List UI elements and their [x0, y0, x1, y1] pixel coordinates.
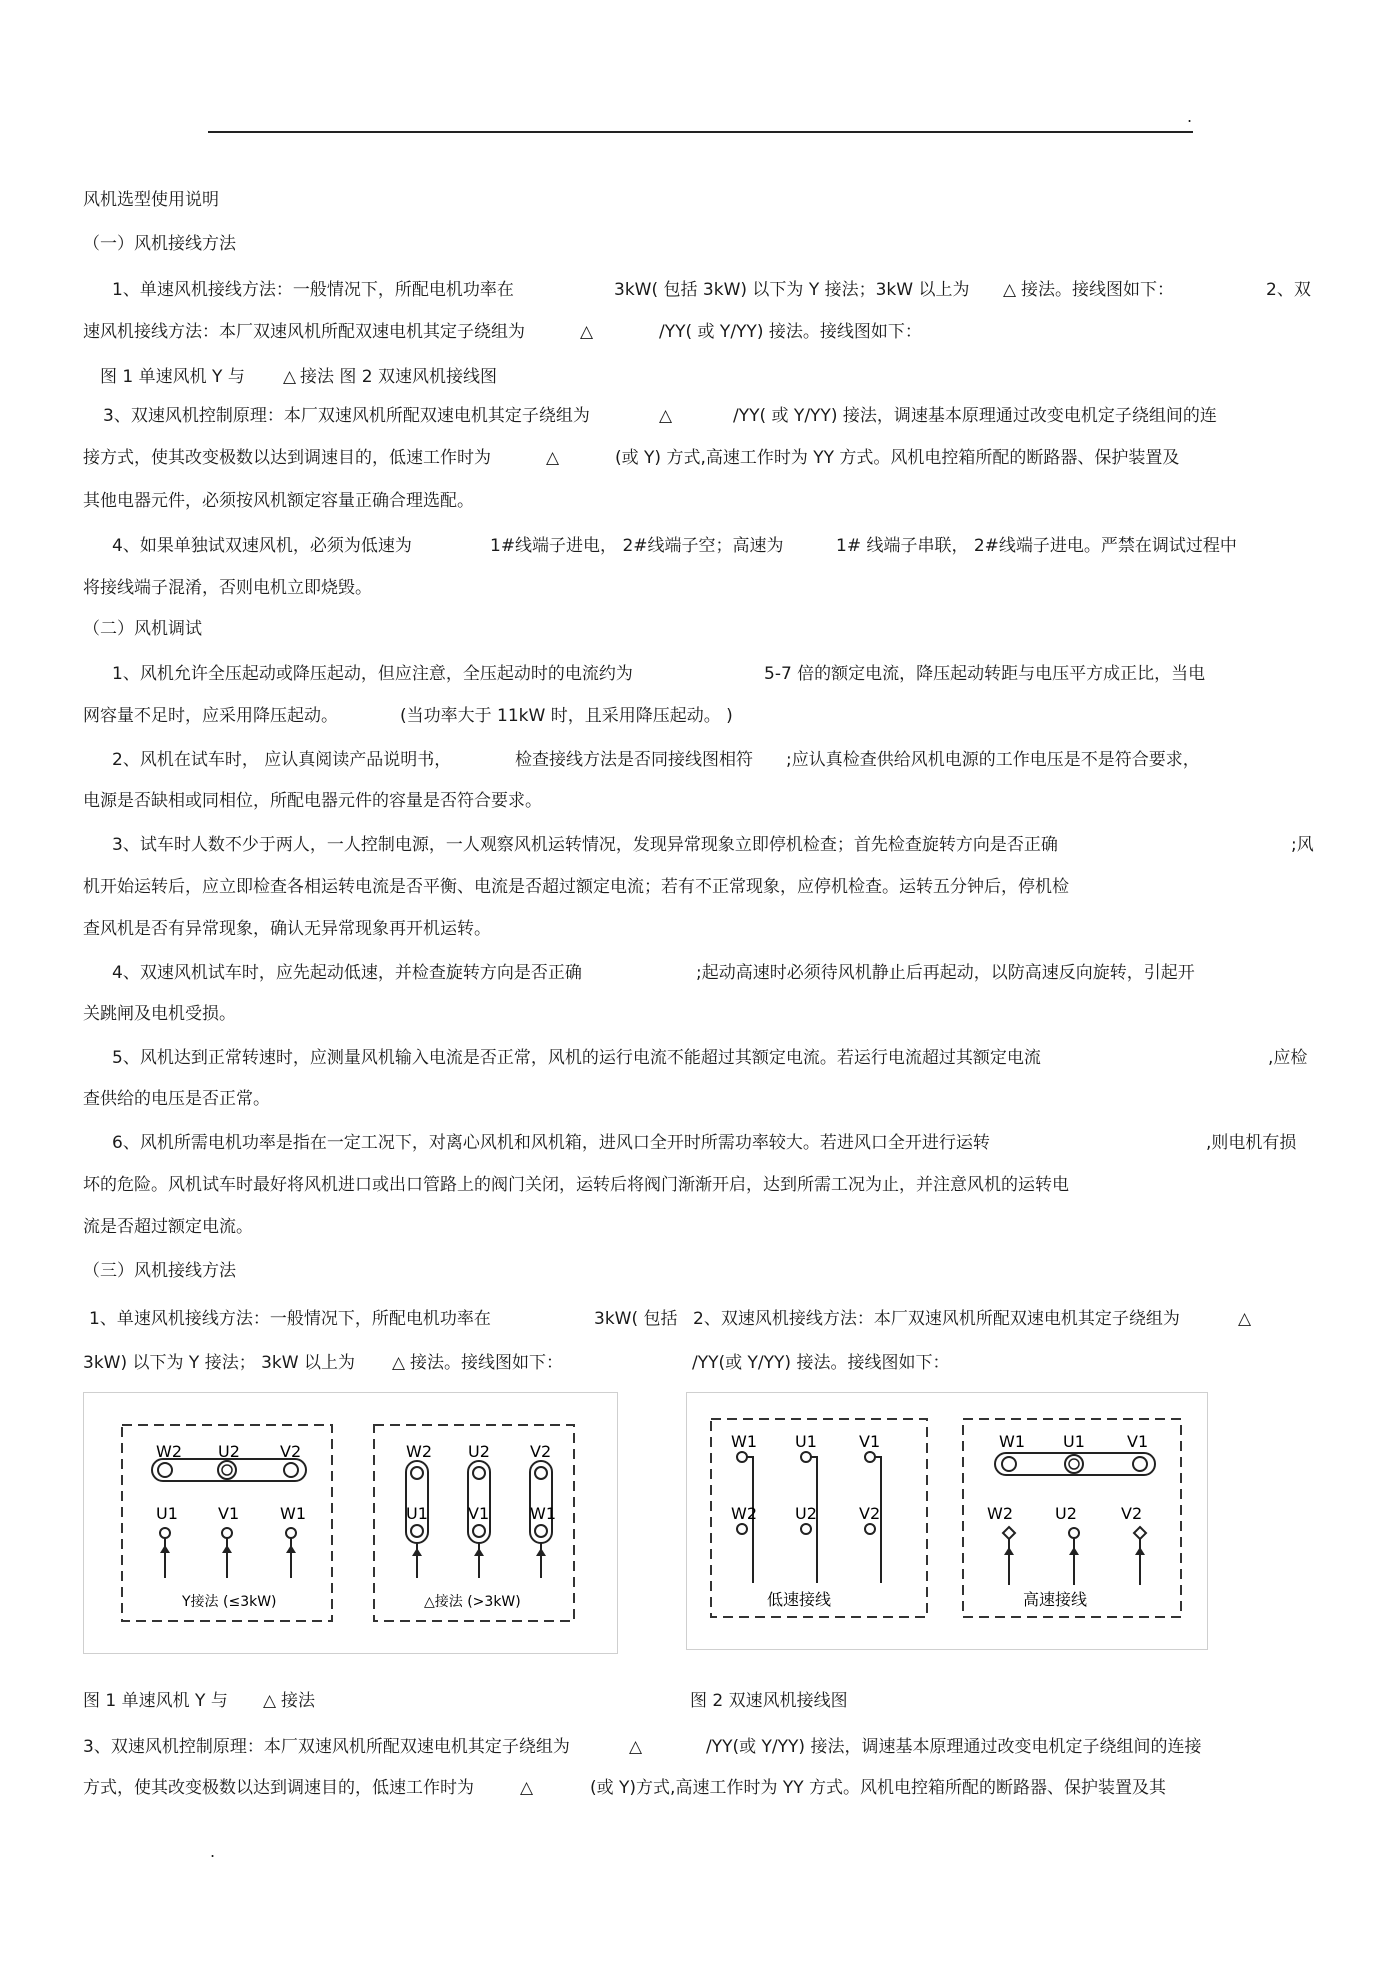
- s1-p1-d: 2、双: [1266, 280, 1311, 300]
- delta-symbol: △: [1003, 280, 1017, 300]
- section3-heading: （三）风机接线方法: [83, 1261, 236, 1281]
- s1-p4-b: 1#线端子进电， 2#线端子空；高速为: [490, 536, 784, 556]
- fig1-caption-b: 接法: [281, 1691, 315, 1711]
- s1-p1-c: 接法。接线图如下：: [1021, 280, 1174, 300]
- s2-p6-c: 坏的危险。风机试车时最好将风机进口或出口管路上的阀门关闭，运转后将阀门渐渐开启，达到所需工况为止，并注意风机的运转电: [83, 1175, 1069, 1195]
- s3-l2-b: 接法。接线图如下：: [410, 1353, 563, 1373]
- fig1-delta-bottom-v1: V1: [468, 1504, 490, 1523]
- fig2-high-bottom-u2: U2: [1055, 1504, 1077, 1523]
- figure-1-single-speed-wiring: [83, 1392, 618, 1654]
- fig1-y-bottom-u1: U1: [156, 1504, 178, 1523]
- s2-p2-c: ;应认真检查供给风机电源的工作电压是不是符合要求，: [786, 750, 1200, 770]
- s2-p2-b: 检查接线方法是否同接线图相符: [515, 750, 753, 770]
- s2-p6-d: 流是否超过额定电流。: [83, 1217, 253, 1237]
- fig2-low-bottom-v2: V2: [859, 1504, 881, 1523]
- s1-p3-d: (或 Y) 方式,高速工作时为 YY 方式。风机电控箱所配的断路器、保护装置及: [615, 448, 1180, 468]
- fig2-low-top-w1: W1: [731, 1432, 757, 1451]
- fig1-delta-top-w2: W2: [406, 1442, 432, 1461]
- s1-p1-b: 3kW( 包括 3kW) 以下为 Y 接法；3kW 以上为: [614, 280, 970, 300]
- s1-p1-f: /YY( 或 Y/YY) 接法。接线图如下：: [659, 322, 922, 342]
- s2-p3-c: 机开始运转后，应立即检查各相运转电流是否平衡、电流是否超过额定电流；若有不正常现象，应停机检查。运转五分钟后，停机检: [83, 877, 1069, 897]
- s1-p3-b: /YY( 或 Y/YY) 接法，调速基本原理通过改变电机定子绕组间的连: [733, 406, 1217, 426]
- s2-p4-a: 4、双速风机试车时，应先起动低速，并检查旋转方向是否正确: [112, 963, 582, 983]
- s1-p4-d: 将接线端子混淆，否则电机立即烧毁。: [83, 578, 372, 598]
- s1-p1-e: 速风机接线方法：本厂双速风机所配双速电机其定子绕组为: [83, 322, 525, 342]
- s2-p5-a: 5、风机达到正常转速时，应测量风机输入电流是否正常，风机的运行电流不能超过其额定电流。若运行电流超过其额定电流: [112, 1048, 1041, 1068]
- delta-symbol: △: [546, 448, 560, 468]
- figure-2-diagram: [687, 1393, 1207, 1649]
- fig1-delta-top-v2: V2: [530, 1442, 552, 1461]
- fig1-delta-label: △接法 (>3kW): [424, 1594, 521, 1610]
- s1-p3-a: 3、双速风机控制原理：本厂双速风机所配双速电机其定子绕组为: [103, 406, 590, 426]
- fig2-high-top-u1: U1: [1063, 1432, 1085, 1451]
- s3-p3-b: /YY(或 Y/YY) 接法，调速基本原理通过改变电机定子绕组间的连接: [706, 1737, 1202, 1757]
- fig1-y-top-u2: U2: [218, 1442, 240, 1461]
- s3-l1-a: 1、单速风机接线方法：一般情况下，所配电机功率在: [89, 1309, 491, 1329]
- s3-p3-a: 3、双速风机控制原理：本厂双速风机所配双速电机其定子绕组为: [83, 1737, 570, 1757]
- s1-figline: 图 1 单速风机 Y 与: [100, 367, 245, 387]
- s1-p3-e: 其他电器元件，必须按风机额定容量正确合理选配。: [83, 491, 474, 511]
- fig1-delta-bottom-w1: W1: [530, 1504, 556, 1523]
- fig1-y-label: Y接法 (≤3kW): [182, 1594, 277, 1610]
- s1-p3-c: 接方式，使其改变极数以达到调速目的，低速工作时为: [83, 448, 491, 468]
- delta-symbol: △: [629, 1737, 643, 1757]
- s2-p1-d: (当功率大于 11kW 时，且采用降压起动。 ): [400, 706, 733, 726]
- fig2-high-top-w1: W1: [999, 1432, 1025, 1451]
- s2-p4-b: ;起动高速时必须待风机静止后再起动，以防高速反向旋转，引起开: [696, 963, 1195, 983]
- fig2-high-bottom-w2: W2: [987, 1504, 1013, 1523]
- s2-p5-b: ,应检: [1268, 1048, 1308, 1068]
- s1-p1-a: 1、单速风机接线方法：一般情况下，所配电机功率在: [112, 280, 514, 300]
- fig1-caption: 图 1 单速风机 Y 与: [83, 1691, 228, 1711]
- s2-p3-b: ;风: [1291, 835, 1314, 855]
- fig1-delta-top-u2: U2: [468, 1442, 490, 1461]
- delta-symbol: △: [392, 1353, 406, 1373]
- s1-p4-a: 4、如果单独试双速风机，必须为低速为: [112, 536, 412, 556]
- delta-symbol: △: [580, 322, 594, 342]
- s2-p3-d: 查风机是否有异常现象，确认无异常现象再开机运转。: [83, 919, 491, 939]
- section1-heading: （一）风机接线方法: [83, 234, 236, 254]
- fig2-low-top-u1: U1: [795, 1432, 817, 1451]
- s2-p1-b: 5-7 倍的额定电流，降压起动转距与电压平方成正比，当电: [764, 664, 1206, 684]
- s3-p3-c: 方式，使其改变极数以达到调速目的，低速工作时为: [83, 1778, 474, 1798]
- header-dot: .: [1187, 107, 1193, 126]
- s2-p2-d: 电源是否缺相或同相位，所配电器元件的容量是否符合要求。: [83, 791, 542, 811]
- delta-symbol: △: [263, 1691, 277, 1711]
- s2-p1-c: 网容量不足时，应采用降压起动。: [83, 706, 338, 726]
- fig1-y-top-w2: W2: [156, 1442, 182, 1461]
- s2-p2-a: 2、风机在试车时， 应认真阅读产品说明书，: [112, 750, 452, 770]
- fig2-high-label: 高速接线: [1023, 1590, 1088, 1609]
- fig2-high-top-v1: V1: [1127, 1432, 1149, 1451]
- fig2-low-top-v1: V1: [859, 1432, 881, 1451]
- fig2-low-bottom-u2: U2: [795, 1504, 817, 1523]
- s3-p3-d: (或 Y)方式,高速工作时为 YY 方式。风机电控箱所配的断路器、保护装置及其: [590, 1778, 1167, 1798]
- s3-l1-c: 2、双速风机接线方法：本厂双速风机所配双速电机其定子绕组为: [693, 1309, 1180, 1329]
- s3-l2-c: /YY(或 Y/YY) 接法。接线图如下：: [692, 1353, 950, 1373]
- s2-p3-a: 3、试车时人数不少于两人，一人控制电源，一人观察风机运转情况，发现异常现象立即停机检查；首先检查旋转方向是否正确: [112, 835, 1058, 855]
- fig2-low-label: 低速接线: [767, 1590, 832, 1609]
- footer-dot: .: [210, 1842, 216, 1861]
- section2-heading: （二）风机调试: [83, 619, 202, 639]
- delta-symbol: △: [520, 1778, 534, 1798]
- doc-title: 风机选型使用说明: [83, 190, 219, 210]
- delta-symbol: △: [283, 367, 297, 387]
- fig2-high-bottom-v2: V2: [1121, 1504, 1143, 1523]
- fig1-y-bottom-w1: W1: [280, 1504, 306, 1523]
- header-rule: [208, 131, 1193, 133]
- s1-figline-b: 接法 图 2 双速风机接线图: [300, 367, 498, 387]
- s3-l1-b: 3kW( 包括: [594, 1309, 678, 1329]
- fig1-delta-bottom-u1: U1: [406, 1504, 428, 1523]
- fig1-y-top-v2: V2: [280, 1442, 302, 1461]
- s2-p6-a: 6、风机所需电机功率是指在一定工况下，对离心风机和风机箱，进风口全开时所需功率较大。若进风口全开进行运转: [112, 1133, 990, 1153]
- fig1-y-bottom-v1: V1: [218, 1504, 240, 1523]
- s2-p6-b: ,则电机有损: [1206, 1133, 1297, 1153]
- s2-p1-a: 1、风机允许全压起动或降压起动，但应注意，全压起动时的电流约为: [112, 664, 633, 684]
- s1-p4-c: 1# 线端子串联， 2#线端子进电。严禁在调试过程中: [836, 536, 1237, 556]
- s2-p4-c: 关跳闸及电机受损。: [83, 1004, 236, 1024]
- fig2-caption: 图 2 双速风机接线图: [690, 1691, 848, 1711]
- s2-p5-c: 查供给的电压是否正常。: [83, 1089, 270, 1109]
- delta-symbol: △: [1238, 1309, 1252, 1329]
- figure-2-dual-speed-wiring: [686, 1392, 1208, 1650]
- figure-1-diagram: [84, 1393, 617, 1653]
- delta-symbol: △: [659, 406, 673, 426]
- s3-l2-a: 3kW) 以下为 Y 接法； 3kW 以上为: [83, 1353, 355, 1373]
- fig2-low-bottom-w2: W2: [731, 1504, 757, 1523]
